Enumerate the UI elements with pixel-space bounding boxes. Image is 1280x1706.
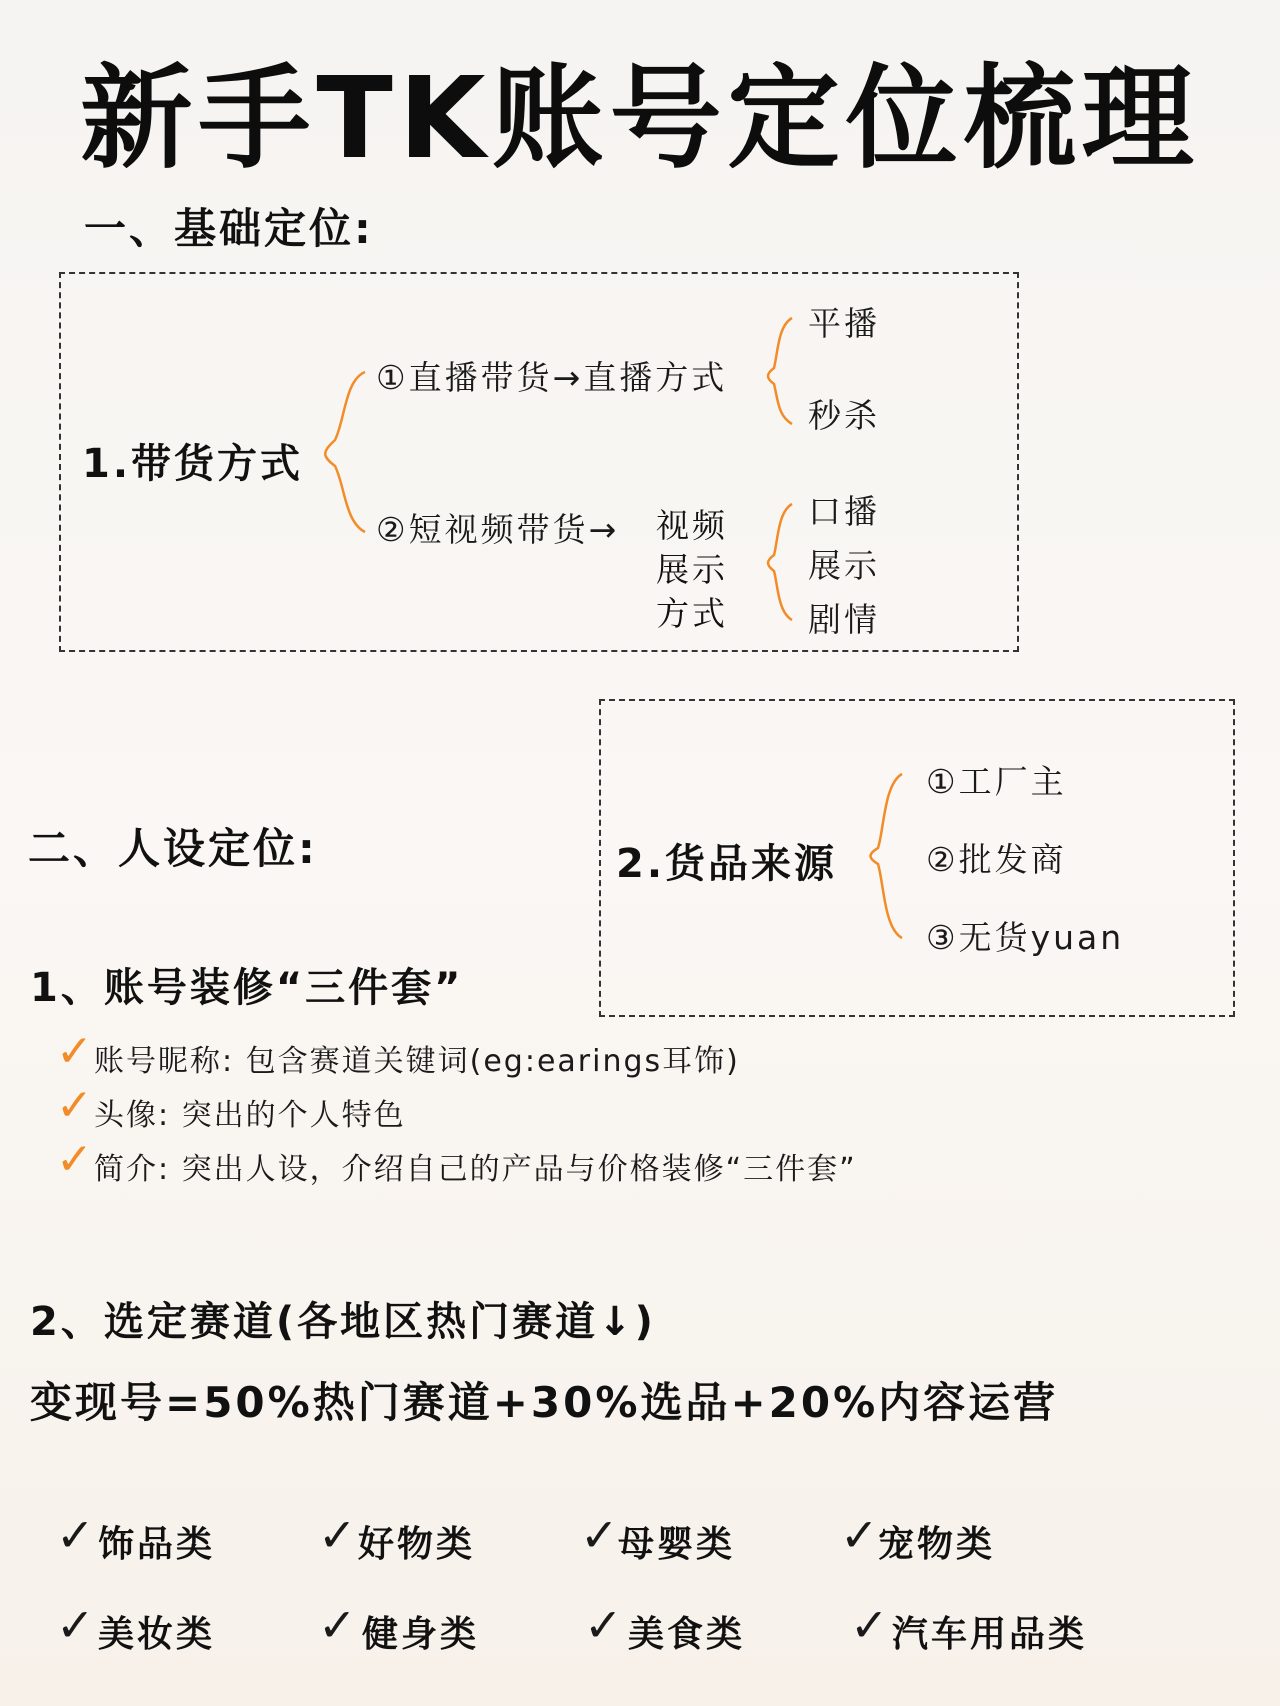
category-item: 宠物类 [878, 1524, 996, 1565]
check-icon: ✓ [56, 1598, 95, 1652]
category-item: 母婴类 [618, 1524, 736, 1565]
monetization-formula: 变现号=50%热门赛道+30%选品+20%内容运营 [30, 1378, 1059, 1427]
page-title: 新手TK账号定位梳理 [80, 54, 1200, 184]
check-icon: ✓ [56, 1134, 93, 1185]
check-icon: ✓ [580, 1508, 619, 1562]
check-icon: ✓ [56, 1026, 93, 1077]
decor-item: 账号昵称: 包含赛道关键词(eg:earings耳饰) [94, 1044, 740, 1079]
live-streaming-label: ①直播带货→直播方式 [376, 358, 728, 397]
check-icon: ✓ [840, 1508, 879, 1562]
decor-item: 简介: 突出人设，介绍自己的产品与价格装修“三件套” [94, 1152, 857, 1187]
category-item: 饰品类 [98, 1524, 216, 1565]
delivery-method-label: 1.带货方式 [82, 441, 304, 487]
source-option: ③无货yuan [926, 918, 1125, 957]
check-icon: ✓ [318, 1508, 357, 1562]
live-option: 平播 [808, 304, 880, 343]
category-item: 美食类 [628, 1614, 746, 1655]
goods-source-label: 2.货品来源 [616, 841, 838, 887]
check-icon: ✓ [56, 1508, 95, 1562]
short-video-sublabel: 视频 展示 方式 [656, 506, 728, 633]
check-icon: ✓ [584, 1598, 623, 1652]
source-option: ②批发商 [926, 840, 1067, 879]
source-option: ①工厂主 [926, 762, 1067, 801]
check-icon: ✓ [56, 1080, 93, 1131]
category-item: 美妆类 [98, 1614, 216, 1655]
category-item: 健身类 [362, 1614, 480, 1655]
video-option: 展示 [808, 546, 880, 585]
decor-item: 头像: 突出的个人特色 [94, 1098, 406, 1133]
live-option: 秒杀 [808, 396, 880, 435]
check-icon: ✓ [318, 1598, 357, 1652]
track-heading: 2、选定赛道(各地区热门赛道↓) [30, 1299, 656, 1345]
check-icon: ✓ [850, 1598, 889, 1652]
section-1-heading: 一、基础定位: [84, 204, 374, 253]
decor-heading: 1、账号装修“三件套” [30, 965, 464, 1011]
video-option: 剧情 [808, 600, 880, 639]
category-item: 汽车用品类 [892, 1614, 1088, 1655]
section-2-heading: 二、人设定位: [28, 824, 318, 873]
category-item: 好物类 [358, 1524, 476, 1565]
video-option: 口播 [808, 492, 880, 531]
short-video-label: ②短视频带货→ [376, 510, 620, 549]
